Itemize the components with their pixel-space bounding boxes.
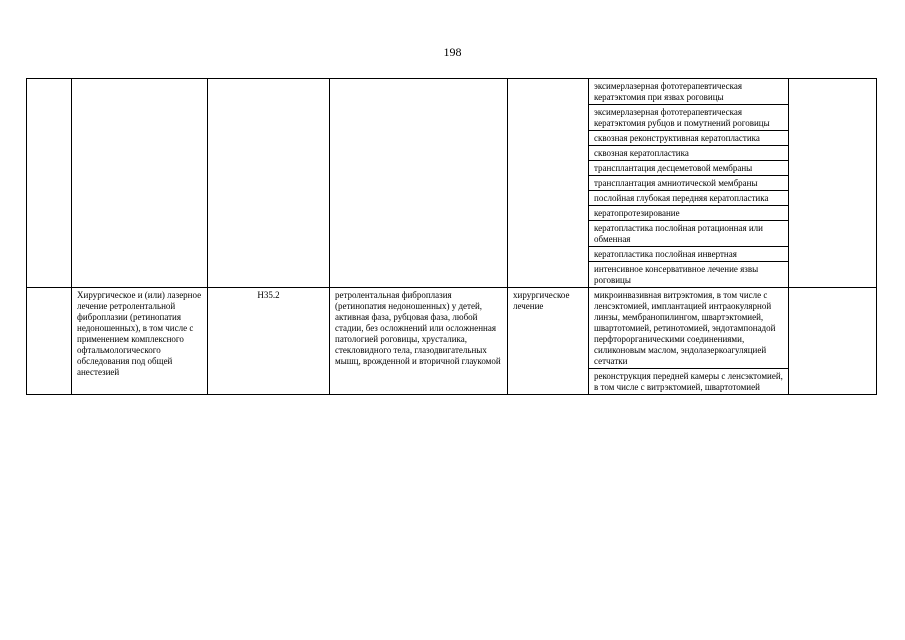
row-number-cell xyxy=(27,288,72,395)
method-cell: эксимерлазерная фототерапевтическая кератэктомия рубцов и помутнений роговицы xyxy=(589,105,789,131)
method-cell: сквозная кератопластика xyxy=(589,146,789,161)
treatment-type-cell: хирургическое лечение xyxy=(508,288,589,395)
method-cell: интенсивное консервативное лечение язвы роговицы xyxy=(589,262,789,288)
method-cell: кератопластика послойная ротационная или обменная xyxy=(589,221,789,247)
cost-cell xyxy=(789,288,877,395)
method-cell: кератопротезирование xyxy=(589,206,789,221)
care-type-cell xyxy=(72,79,208,288)
method-cell: послойная глубокая передняя кератопластика xyxy=(589,191,789,206)
method-cell: сквозная реконструктивная кератопластика xyxy=(589,131,789,146)
method-cell: трансплантация амниотической мембраны xyxy=(589,176,789,191)
icd-code-cell: H35.2 xyxy=(208,288,330,395)
method-cell: реконструкция передней камеры с ленсэктомией, в том числе с витрэктомией, швартотомией xyxy=(589,369,789,395)
method-cell: кератопластика послойная инвертная xyxy=(589,247,789,262)
patient-model-cell: ретролентальная фиброплазия (ретинопатия недоношенных) у детей, активная фаза, рубцовая фаза, любой стадии, без осложнений или осложненная патологией роговицы, хрусталика, стекловидного тела, глазодвигательных мышц, врожденной и вторичной глаукомой xyxy=(330,288,508,395)
patient-model-cell xyxy=(330,79,508,288)
icd-code-cell xyxy=(208,79,330,288)
treatment-type-cell xyxy=(508,79,589,288)
method-cell: микроинвазивная витрэктомия, в том числе с ленсэктомией, имплантацией интраокулярной линзы, мембранопилингом, швартэктомией, швартотомией, ретинотомией, эндотампонадой перфторорганическими соединениями, силиконовым маслом, эндолазеркоагуляцией сетчатки xyxy=(589,288,789,369)
row-number-cell xyxy=(27,79,72,288)
page-number: 198 xyxy=(443,45,462,59)
method-cell: эксимерлазерная фототерапевтическая кератэктомия при язвах роговицы xyxy=(589,79,789,105)
table-row xyxy=(27,288,877,369)
table-row xyxy=(27,79,877,105)
medical-care-table xyxy=(26,78,877,395)
care-type-cell: Хирургическое и (или) лазерное лечение ретролентальной фиброплазии (ретинопатия недоношенных), в том числе с применением комплексного офтальмологического обследования под общей анестезией xyxy=(72,288,208,395)
method-cell: трансплантация десцеметовой мембраны xyxy=(589,161,789,176)
cost-cell xyxy=(789,79,877,288)
